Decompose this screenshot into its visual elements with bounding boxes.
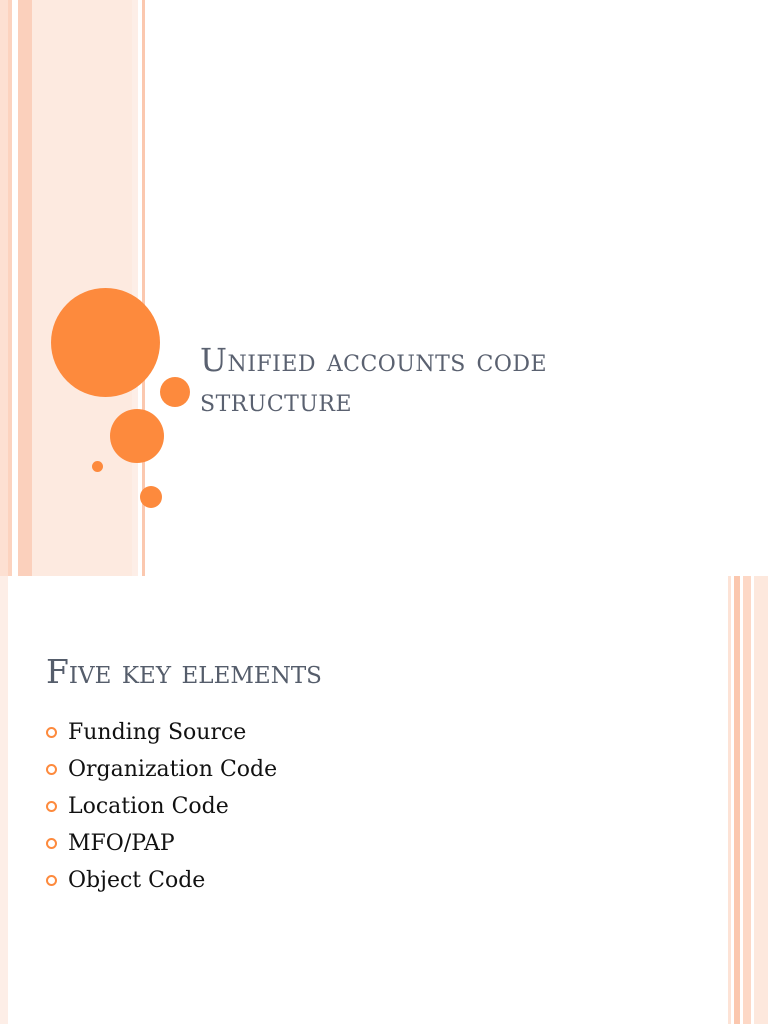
bullet-circle-icon — [46, 801, 57, 812]
list-item — [46, 825, 277, 862]
decorative-circle-tiny — [92, 461, 103, 472]
stripe — [743, 576, 751, 1024]
decorative-circle-small — [140, 486, 162, 508]
list-item — [46, 714, 277, 751]
list-item-text: Location Code — [68, 794, 229, 819]
bullet-circle-icon — [46, 838, 57, 849]
stripe — [734, 576, 740, 1024]
bullet-circle-icon — [46, 875, 57, 886]
slide-title — [200, 340, 720, 420]
list-item-text: Organization Code — [68, 757, 278, 782]
content-slide — [0, 576, 768, 1024]
bullet-circle-icon — [46, 764, 57, 775]
stripe — [132, 0, 138, 576]
stripe — [32, 0, 132, 576]
bullet-circle-icon — [46, 727, 57, 738]
list-item-text: Object Code — [68, 868, 206, 893]
list-item — [46, 788, 277, 825]
stripe — [728, 576, 731, 1024]
decorative-circle-medium — [110, 409, 164, 463]
slide-title-line: Unified accounts code — [200, 341, 548, 379]
stripe — [0, 576, 8, 1024]
stripe — [754, 576, 768, 1024]
stripe — [0, 0, 8, 576]
stripe — [8, 0, 12, 576]
list-item-text: Funding Source — [68, 720, 247, 745]
list-item — [46, 862, 277, 899]
bullet-list — [46, 714, 277, 899]
decorative-circle-small — [160, 377, 190, 407]
slide-title-line: structure — [200, 381, 353, 419]
list-item — [46, 751, 277, 788]
stripe — [18, 0, 32, 576]
decorative-circle-large — [51, 288, 160, 397]
slide-heading: Five key elements — [46, 652, 322, 691]
list-item-text: MFO/PAP — [68, 831, 175, 856]
